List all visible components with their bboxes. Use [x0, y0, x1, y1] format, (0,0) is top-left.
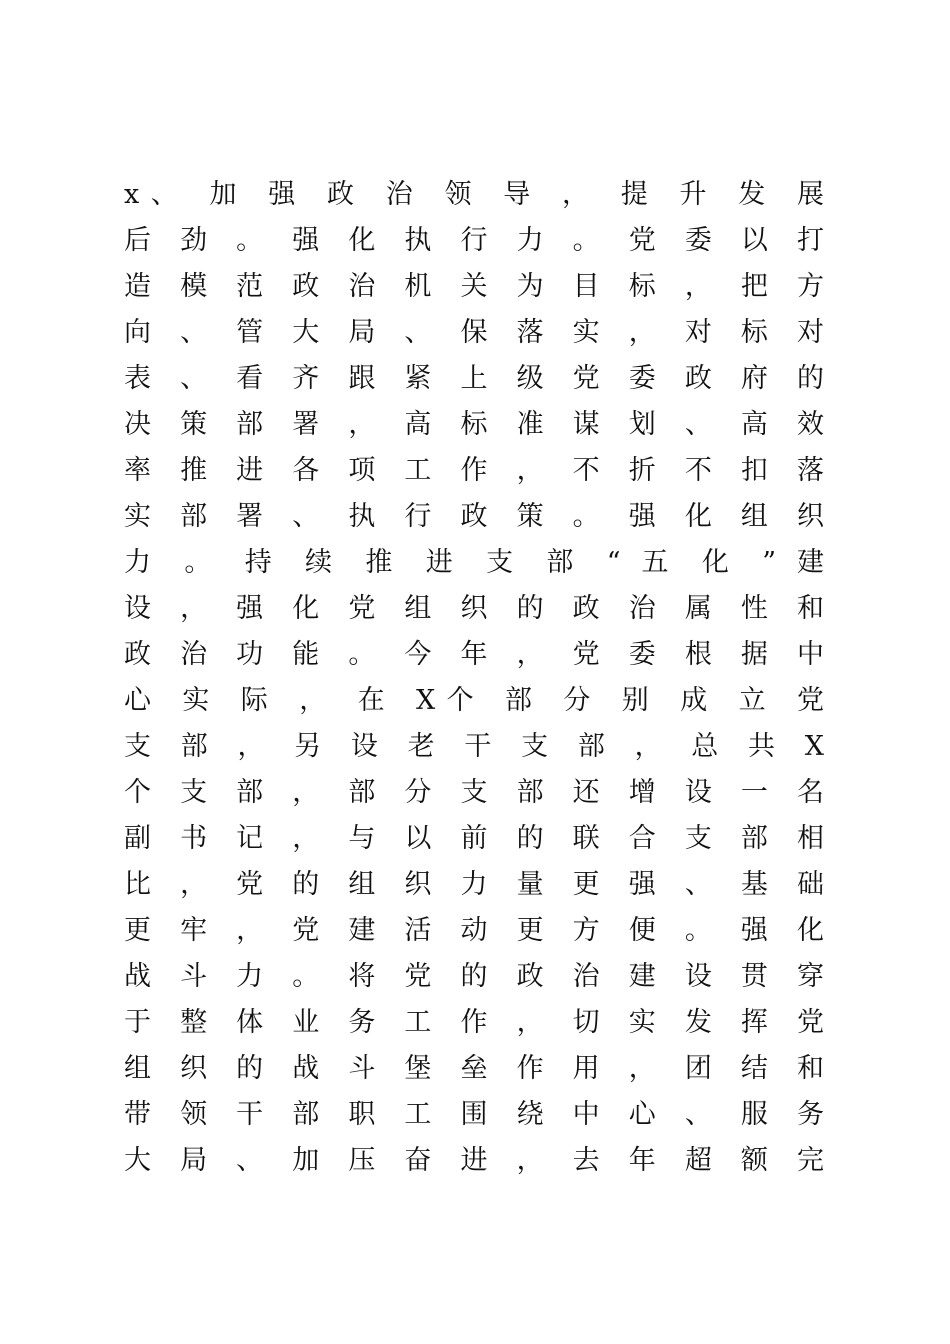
text-line: 力 。 持 续 推 进 支 部 “ 五 化 ” 建 — [124, 547, 824, 578]
text-line: 造 模 范 政 治 机 关 为 目 标 ， 把 方 — [124, 271, 824, 302]
text-line: 个 支 部 ， 部 分 支 部 还 增 设 一 名 — [124, 777, 824, 808]
text-line: 实 部 署 、 执 行 政 策 。 强 化 组 织 — [124, 501, 824, 532]
body-text — [124, 172, 824, 1184]
text-line: 后 劲 。 强 化 执 行 力 。 党 委 以 打 — [124, 225, 824, 256]
text-line: 设 ， 强 化 党 组 织 的 政 治 属 性 和 — [124, 593, 824, 624]
text-line: 组 织 的 战 斗 堡 垒 作 用 ， 团 结 和 — [124, 1053, 824, 1084]
text-line: 战 斗 力 。 将 党 的 政 治 建 设 贯 穿 — [124, 961, 824, 992]
text-line: 于 整 体 业 务 工 作 ， 切 实 发 挥 党 — [124, 1007, 824, 1038]
text-line: 政 治 功 能 。 今 年 ， 党 委 根 据 中 — [124, 639, 824, 670]
text-line: 支 部 ， 另 设 老 干 支 部 ， 总 共 X — [124, 731, 824, 762]
text-line: 心 实 际 ， 在 X个 部 分 别 成 立 党 — [124, 685, 824, 716]
text-line: 向 、 管 大 局 、 保 落 实 ， 对 标 对 — [124, 317, 824, 348]
text-line: 表 、 看 齐 跟 紧 上 级 党 委 政 府 的 — [124, 363, 824, 394]
text-line: x、 加 强 政 治 领 导 ， 提 升 发 展 — [124, 179, 824, 210]
text-line: 更 牢 ， 党 建 活 动 更 方 便 。 强 化 — [124, 915, 824, 946]
text-line: 带 领 干 部 职 工 围 绕 中 心 、 服 务 — [124, 1099, 824, 1130]
text-line: 副 书 记 ， 与 以 前 的 联 合 支 部 相 — [124, 823, 824, 854]
text-line: 率 推 进 各 项 工 作 ， 不 折 不 扣 落 — [124, 455, 824, 486]
text-line: 比 ， 党 的 组 织 力 量 更 强 、 基 础 — [124, 869, 824, 900]
text-line: 大 局 、 加 压 奋 进 ， 去 年 超 额 完 — [124, 1145, 824, 1176]
text-line: 决 策 部 署 ， 高 标 准 谋 划 、 高 效 — [124, 409, 824, 440]
